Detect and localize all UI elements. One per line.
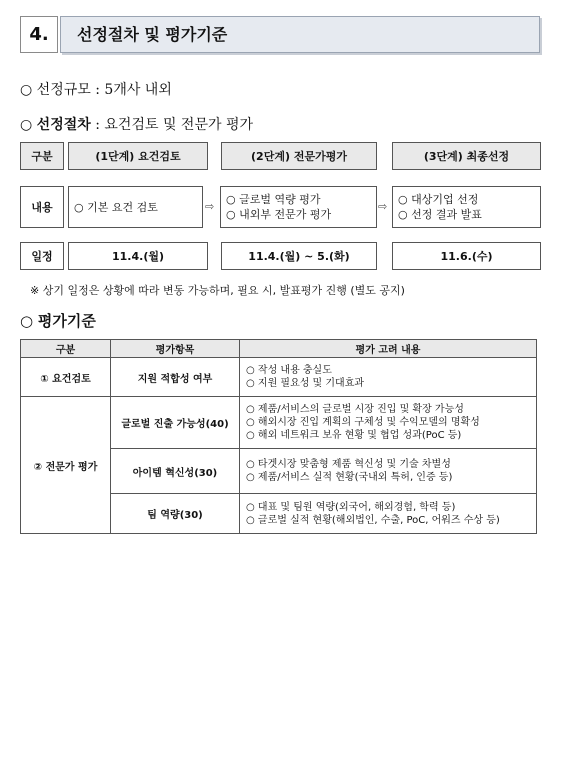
list-item: ○ 내외부 전문가 평가 (226, 208, 332, 221)
bullet-circle: ○ (20, 82, 33, 98)
list-item: ○ 글로벌 역량 평가 (226, 193, 321, 206)
criteria-line (20, 310, 96, 331)
desc-fit (240, 358, 537, 397)
section-header (20, 16, 540, 53)
list-item: ○ 해외시장 진입 계획의 구체성 및 수익모델의 명확성 (246, 417, 480, 428)
list-item: ○ 제품/서비스 실적 현황(국내외 특허, 인증 등) (246, 472, 453, 483)
category-expert: ② 전문가 평가 (21, 397, 111, 534)
procedure-label: 선정절차 (36, 117, 91, 133)
list-item: ○ 대상기업 선정 (398, 193, 479, 206)
procedure-content-label: 내용 (20, 186, 64, 228)
section-title-box (60, 16, 540, 53)
schedule-note: ※ 상기 일정은 상황에 따라 변동 가능하며, 필요 시, 발표평가 진행 (별도 공지) (30, 284, 405, 297)
desc-team (240, 494, 537, 534)
procedure-separator: : (95, 117, 100, 133)
table-row (21, 358, 537, 397)
list-item: ○ 제품/서비스의 글로벌 시장 진입 및 확장 가능성 (246, 404, 464, 415)
item-innovation: 아이템 혁신성(30) (111, 449, 240, 494)
section-title: 선정절차 및 평가기준 (77, 25, 228, 44)
table-header-item: 평가항목 (111, 340, 240, 358)
procedure-header-category: 구분 (20, 142, 64, 170)
schedule-stage2: 11.4.(월) ~ 5.(화) (221, 242, 377, 270)
bullet-circle: ○ (20, 312, 34, 330)
procedure-header-stage3: (3단계) 최종선정 (392, 142, 541, 170)
criteria-table (20, 339, 537, 534)
item-team: 팀 역량(30) (111, 494, 240, 534)
procedure-stage3-content (392, 186, 541, 228)
table-row (21, 397, 537, 449)
list-item: ○ 글로벌 실적 현황(해외법인, 수출, PoC, 어워즈 수상 등) (246, 514, 500, 526)
scale-value: 5개사 내외 (104, 82, 172, 98)
procedure-stage2-content (220, 186, 377, 228)
arrow-icon: ⇨ (205, 200, 215, 213)
scale-label: 선정규모 (36, 82, 91, 98)
schedule-stage1: 11.4.(월) (68, 242, 208, 270)
procedure-value: 요건검토 및 전문가 평가 (104, 117, 253, 133)
arrow-icon: ⇨ (378, 200, 388, 213)
list-item: ○ 지원 필요성 및 기대효과 (246, 378, 365, 389)
list-item: ○ 해외 네트워크 보유 현황 및 협업 성과(PoC 등) (246, 430, 462, 441)
procedure-stage1-content (68, 186, 203, 228)
schedule-label: 일정 (20, 242, 64, 270)
list-item: ○ 작성 내용 충실도 (246, 365, 332, 376)
list-item: ○ 타겟시장 맞춤형 제품 혁신성 및 기술 차별성 (246, 459, 451, 470)
table-header-row (21, 340, 537, 358)
procedure-header-stage2: (2단계) 전문가평가 (221, 142, 377, 170)
procedure-line (20, 114, 253, 134)
scale-line (20, 79, 172, 99)
table-header-content: 평가 고려 내용 (240, 340, 537, 358)
criteria-label: 평가기준 (37, 312, 96, 330)
list-item: ○ 기본 요건 검토 (74, 200, 158, 214)
table-header-category: 구분 (21, 340, 111, 358)
schedule-stage3: 11.6.(수) (392, 242, 541, 270)
item-fit: 지원 적합성 여부 (111, 358, 240, 397)
desc-global (240, 397, 537, 449)
list-item: ○ 선정 결과 발표 (398, 208, 482, 221)
procedure-header-stage1: (1단계) 요건검토 (68, 142, 208, 170)
category-requirements: ① 요건검토 (21, 358, 111, 397)
desc-innovation (240, 449, 537, 494)
scale-separator: : (95, 82, 100, 98)
list-item: ○ 대표 및 팀원 역량(외국어, 해외경험, 학력 등) (246, 501, 456, 513)
item-global: 글로벌 진출 가능성(40) (111, 397, 240, 449)
section-number: 4. (20, 16, 58, 53)
bullet-circle: ○ (20, 117, 33, 133)
